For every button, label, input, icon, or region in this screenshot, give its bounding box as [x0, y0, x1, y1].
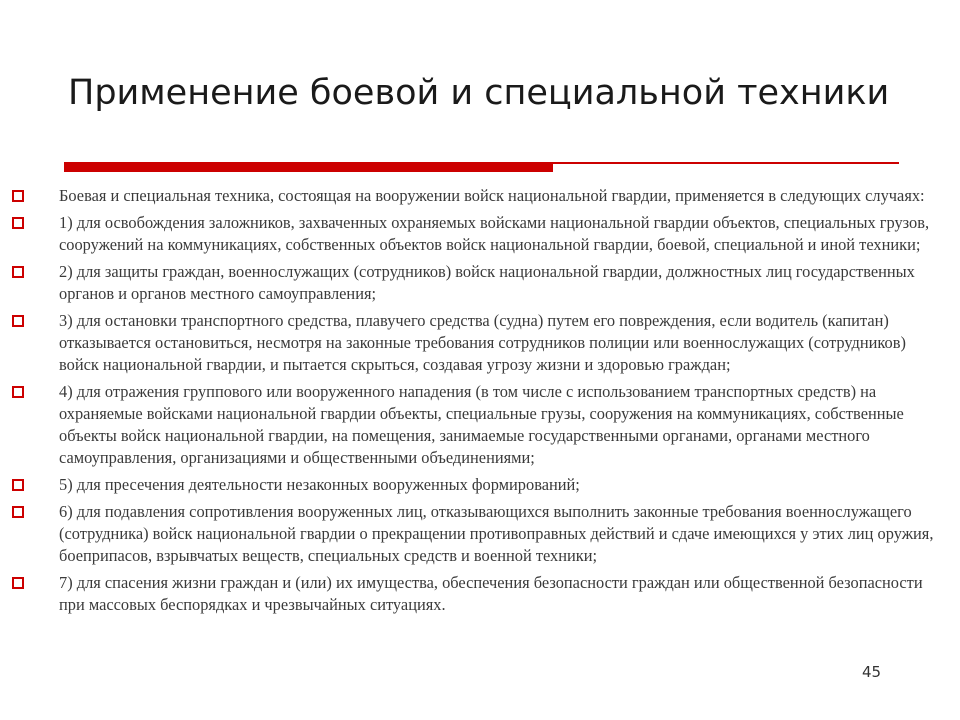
bullet-text: 2) для защиты граждан, военнослужащих (сотрудников) войск национальной гвардии, должностных лиц государственных органов и органов местного самоуправления; [59, 262, 915, 303]
title-underline-thick [64, 162, 553, 172]
bullet-item [12, 381, 947, 469]
hollow-square-icon [12, 217, 24, 229]
bullet-item [12, 212, 947, 256]
bullet-text: 6) для подавления сопротивления вооруженных лиц, отказывающихся выполнить законные требования военнослужащего (сотрудника) войск национальной гвардии о прекращении противоправных действий и сдаче имеющихся у этих лиц оружия, боеприпасов, взрывчатых веществ, специальных средств и военной техники; [59, 502, 934, 565]
hollow-square-icon [12, 315, 24, 327]
bullet-item [12, 474, 947, 496]
hollow-square-icon [12, 506, 24, 518]
hollow-square-icon [12, 190, 24, 202]
slide-title: Применение боевой и специальной техники [68, 73, 890, 113]
bullet-text: 1) для освобождения заложников, захваченных охраняемых войсками национальной гвардии объектов, специальных грузов, сооружений на коммуникациях, собственных объектов войск национальной гвардии, боевой, специальной и иной техники; [59, 213, 930, 254]
bullet-text: 4) для отражения группового или вооруженного нападения (в том числе с использованием транспортных средств) на охраняемые войсками национальной гвардии объекты, специальные грузы, сооружения на коммуникациях, собственные объекты войск национальной гвардии, на помещения, занимаемые государственными органами, органами местного самоуправления, организациями и общественными объединениями; [59, 382, 904, 467]
hollow-square-icon [12, 386, 24, 398]
bullet-item [12, 501, 947, 567]
bullet-item [12, 572, 947, 616]
title-underline-thin [553, 162, 899, 164]
bullet-list [12, 185, 947, 621]
hollow-square-icon [12, 479, 24, 491]
bullet-text: 7) для спасения жизни граждан и (или) их имущества, обеспечения безопасности граждан или общественной безопасности при массовых беспорядках и чрезвычайных ситуациях. [59, 573, 923, 614]
bullet-text: 3) для остановки транспортного средства, плавучего средства (судна) путем его повреждения, если водитель (капитан) отказывается остановиться, несмотря на законные требования сотрудников полиции или военнослужащих (сотрудников) войск национальной гвардии, и пытается скрыться, создавая угрозу жизни и здоровью граждан; [59, 311, 906, 374]
bullet-item [12, 185, 947, 207]
bullet-text: 5) для пресечения деятельности незаконных вооруженных формирований; [59, 475, 580, 494]
hollow-square-icon [12, 577, 24, 589]
bullet-item [12, 261, 947, 305]
bullet-text: Боевая и специальная техника, состоящая на вооружении войск национальной гвардии, применяется в следующих случаях: [59, 186, 925, 205]
hollow-square-icon [12, 266, 24, 278]
bullet-item [12, 310, 947, 376]
page-number: 45 [862, 663, 882, 681]
